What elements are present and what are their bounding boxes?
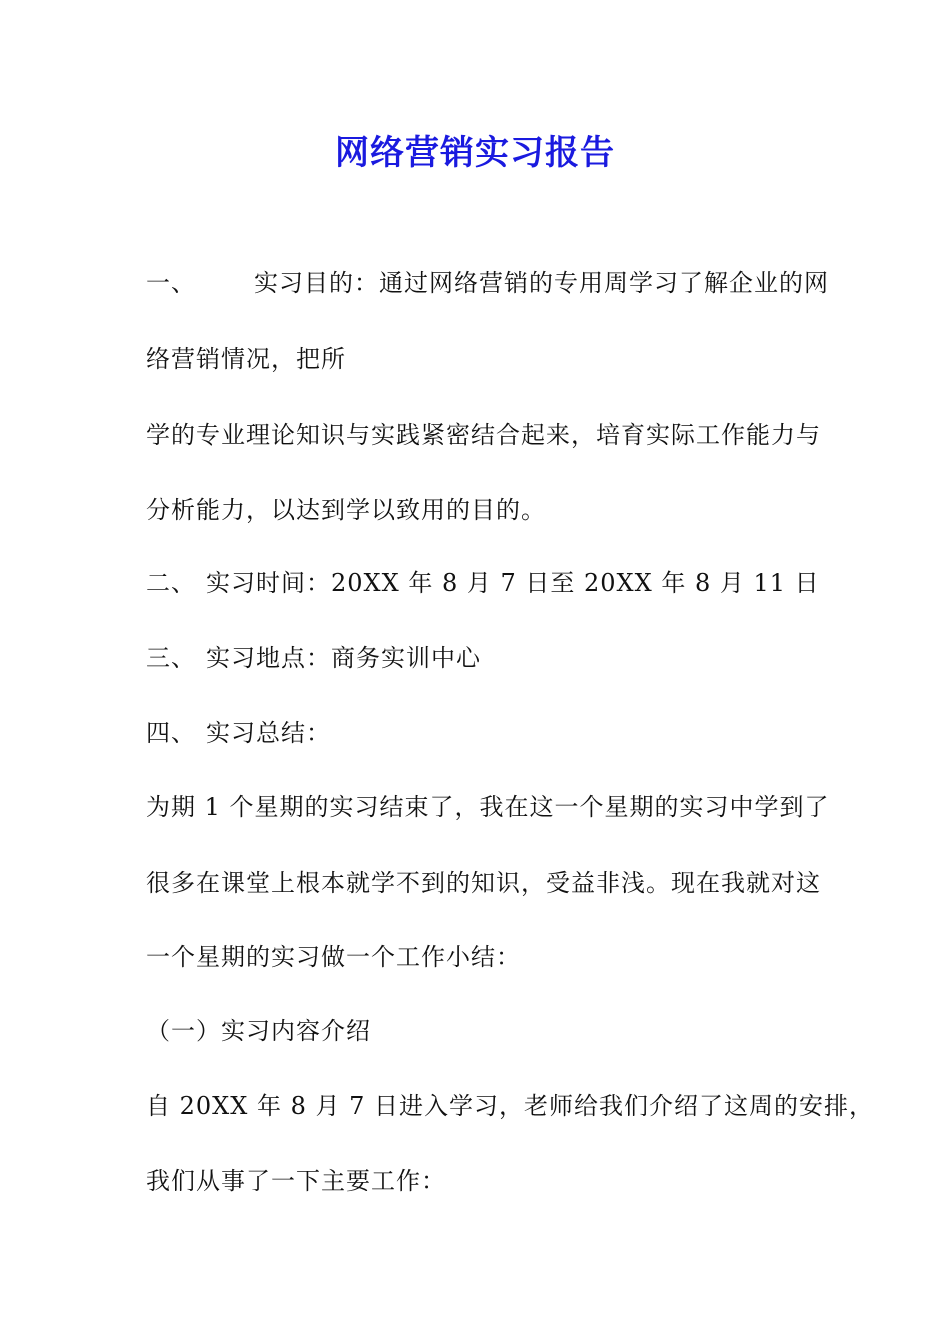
- paragraph-line: 络营销情况，把所: [146, 345, 346, 373]
- paragraph-line: 我们从事了一下主要工作：: [146, 1167, 446, 1195]
- paragraph-line-summary: [146, 718, 331, 748]
- paragraph-line: 学的专业理论知识与实践紧密结合起来，培育实际工作能力与: [146, 421, 821, 449]
- paragraph-line: 自 20XX 年 8 月 7 日进入学习，老师给我们介绍了这周的安排，: [146, 1092, 875, 1120]
- paragraph-line: 一个星期的实习做一个工作小结：: [146, 943, 521, 971]
- paragraph-line: 很多在课堂上根本就学不到的知识，受益非浅。现在我就对这: [146, 869, 821, 897]
- document-title: 网络营销实习报告: [335, 133, 615, 173]
- section-number-one: 一、: [146, 269, 196, 297]
- subsection-heading: （一）实习内容介绍: [146, 1017, 371, 1045]
- location-text: 实习地点：商务实训中心: [206, 644, 481, 672]
- time-text: 实习时间：20XX 年 8 月 7 日至 20XX 年 8 月 11 日: [206, 569, 820, 597]
- paragraph-line-time: [146, 568, 820, 598]
- section-number-two: 二、: [146, 569, 196, 597]
- paragraph-line: 为期 1 个星期的实习结束了，我在这一个星期的实习中学到了: [146, 793, 830, 821]
- purpose-text: 实习目的：通过网络营销的专用周学习了解企业的网: [254, 269, 829, 297]
- section-number-four: 四、: [146, 719, 196, 747]
- section-number-three: 三、: [146, 644, 196, 672]
- paragraph-line: 分析能力，以达到学以致用的目的。: [146, 496, 546, 524]
- summary-text: 实习总结：: [206, 719, 331, 747]
- paragraph-line-purpose: [146, 268, 829, 298]
- paragraph-line-location: [146, 643, 481, 673]
